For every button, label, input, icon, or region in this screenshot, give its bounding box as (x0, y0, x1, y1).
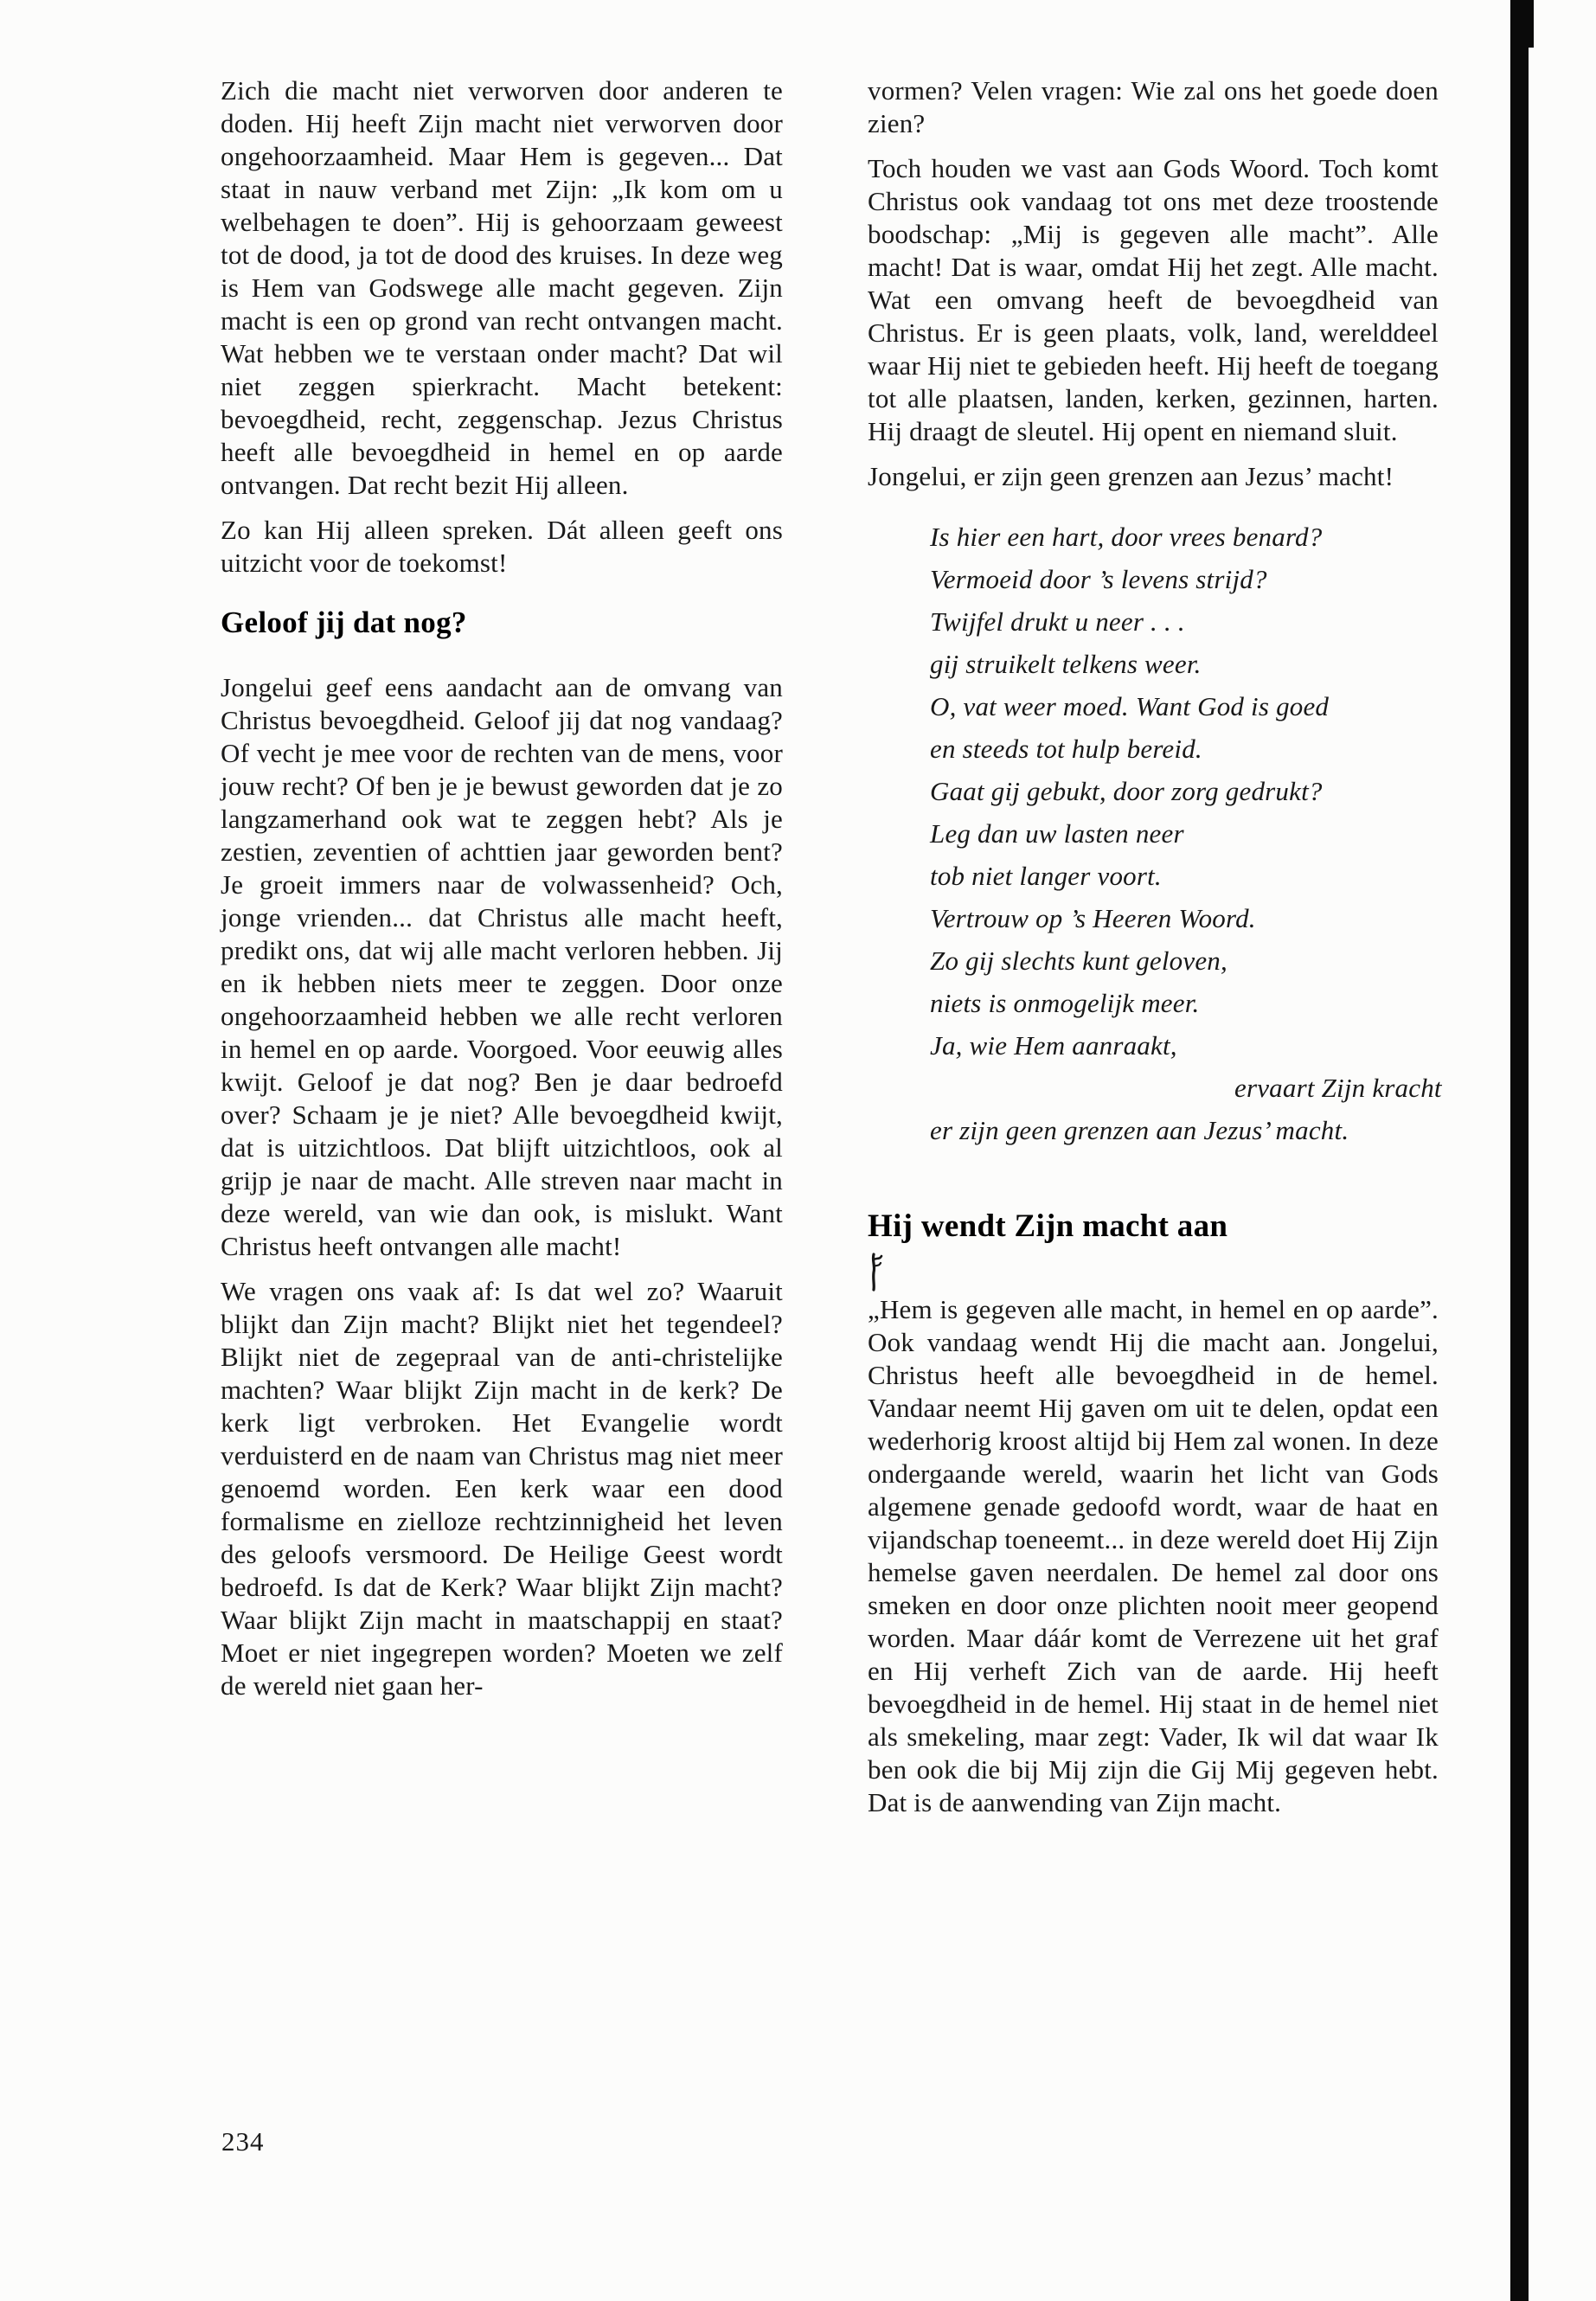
paragraph: „Hem is gegeven alle macht, in hemel en op aarde”. Ook vandaag wendt Hij die macht aan. Jongelui, Christus heeft alle bevoegdheid in de hemel. Vandaar neemt Hij gaven om uit te delen, opdat een wederhorig kroost altijd bij Hem zal wonen. In deze ondergaande wereld, waarin het licht van Gods algemene genade gedoofd wordt, waar de haat en vijandschap toeneemt... in deze wereld doet Hij Zijn hemelse gaven neerdalen. De hemel zal door ons smeken en door onze plichten nooit meer geopend worden. Maar dáár komt de Verrezene uit het graf en Hij verheft Zich van de aarde. Hij heeft bevoegdheid in de hemel. Hij staat in de hemel niet als smekeling, maar zegt: Vader, Ik wil dat waar Ik ben ook die bij Mij zijn die Gij Mij gegeven hebt. Dat is de aanwending van Zijn macht. (868, 1294, 1439, 1817)
poem-line: O, vat weer moed. Want God is goed (930, 691, 1330, 721)
left-column (221, 74, 783, 1702)
poem-line: gij struikelt telkens weer. (930, 649, 1202, 679)
ink-smudge-icon (868, 1252, 887, 1292)
poem-line: niets is onmogelijk meer. (930, 988, 1200, 1018)
paragraph: We vragen ons vaak af: Is dat wel zo? Waaruit blijkt dan Zijn macht? Blijkt niet het tegendeel? Blijkt niet de zegepraal van de anti-christelijke machten? Waar blijkt Zijn macht in de kerk? De kerk ligt verbroken. Het Evangelie wordt verduisterd en de naam van Christus mag niet meer genoemd worden. Een kerk waar een dood formalisme en zielloze rechtzinnigheid het leven des geloofs versmoord. De Heilige Geest wordt bedroefd. Is dat de Kerk? Waar blijkt Zijn macht? Waar blijkt Zijn macht in maatschappij en staat? Moet er niet ingegrepen worden? Moeten we zelf de wereld niet gaan her- (221, 1276, 783, 1701)
poem-line: Leg dan uw lasten neer (930, 818, 1184, 849)
section-heading-geloof: Geloof jij dat nog? (221, 606, 467, 639)
scan-edge-bar-cap (1510, 0, 1534, 48)
poem-line: ervaart Zijn kracht (1234, 1073, 1442, 1103)
poem (930, 516, 1442, 1151)
poem-line: Twijfel drukt u neer . . . (930, 606, 1185, 637)
page-number: 234 (221, 2126, 265, 2157)
paragraph: Zich die macht niet verworven door anderen te doden. Hij heeft Zijn macht niet verworven door ongehoorzaamheid. Maar Hem is gegeven... Dat staat in nauw verband met Zijn: „Ik kom om u welbehagen te doen”. Hij is gehoorzaam geweest tot de dood, ja tot de dood des kruises. In deze weg is Hem van Godswege alle macht gegeven. Zijn macht is een op grond van recht ontvangen macht. Wat hebben we te verstaan onder macht? Dat wil niet zeggen spierkracht. Macht betekent: bevoegdheid, recht, zeggenschap. Jezus Christus heeft alle bevoegdheid in hemel en op aarde ontvangen. Dat recht bezit Hij alleen. (221, 75, 783, 500)
poem-line: Gaat gij gebukt, door zorg gedrukt? (930, 776, 1323, 806)
right-column (868, 74, 1442, 1819)
poem-line: Ja, wie Hem aanraakt, (930, 1030, 1177, 1061)
poem-line: tob niet langer voort. (930, 861, 1162, 891)
section-heading-wendt: Hij wendt Zijn macht aan (868, 1208, 1228, 1244)
poem-line: er zijn geen grenzen aan Jezus’ macht. (930, 1115, 1349, 1145)
paragraph: vormen? Velen vragen: Wie zal ons het goede doen zien? (868, 75, 1439, 138)
poem-line: Is hier een hart, door vrees benard? (930, 522, 1323, 552)
poem-line: Zo gij slechts kunt geloven, (930, 945, 1227, 976)
poem-line: en steeds tot hulp bereid. (930, 734, 1202, 764)
paragraph: Zo kan Hij alleen spreken. Dát alleen geeft ons uitzicht voor de toekomst! (221, 515, 783, 578)
ink-smudge-row (868, 1252, 1439, 1293)
poem-line: Vertrouw op ’s Heeren Woord. (930, 903, 1256, 933)
scan-edge-bar (1510, 0, 1529, 2301)
paragraph: Jongelui, er zijn geen grenzen aan Jezus’ macht! (868, 461, 1394, 491)
paragraph: Jongelui geef eens aandacht aan de omvang van Christus bevoegdheid. Geloof jij dat nog vandaag? Of vecht je mee voor de rechten van de mens, voor jouw recht? Of ben je je bewust geworden dat je zo langzamerhand ook wat te zeggen hebt? Als je zestien, zeventien of achttien jaar geworden bent? Je groeit immers naar de volwassenheid? Och, jonge vrienden... dat Christus alle macht heeft, predikt ons, dat wij alle macht verloren hebben. Jij en ik hebben niets meer te zeggen. Door onze ongehoorzaamheid hebben we alle recht verloren in hemel en op aarde. Voorgoed. Voor eeuwig alles kwijt. Geloof je dat nog? Ben je daar bedroefd over? Schaam je je niet? Alle bevoegdheid kwijt, dat is uitzichtloos. Dat blijft uitzichtloos, ook al grijp je naar de macht. Alle streven naar macht in deze wereld, van wie dan ook, is mislukt. Want Christus heeft ontvangen alle macht! (221, 672, 783, 1261)
poem-line: Vermoeid door ’s levens strijd? (930, 564, 1267, 594)
paragraph: Toch houden we vast aan Gods Woord. Toch komt Christus ook vandaag tot ons met deze troostende boodschap: „Mij is gegeven alle macht”. Alle macht! Dat is waar, omdat Hij het zegt. Alle macht. Wat een omvang heeft de bevoegdheid van Christus. Er is geen plaats, volk, land, werelddeel waar Hij niet te gebieden heeft. Hij heeft de toegang tot alle plaatsen, landen, kerken, gezinnen, harten. Hij draagt de sleutel. Hij opent en niemand sluit. (868, 153, 1439, 446)
